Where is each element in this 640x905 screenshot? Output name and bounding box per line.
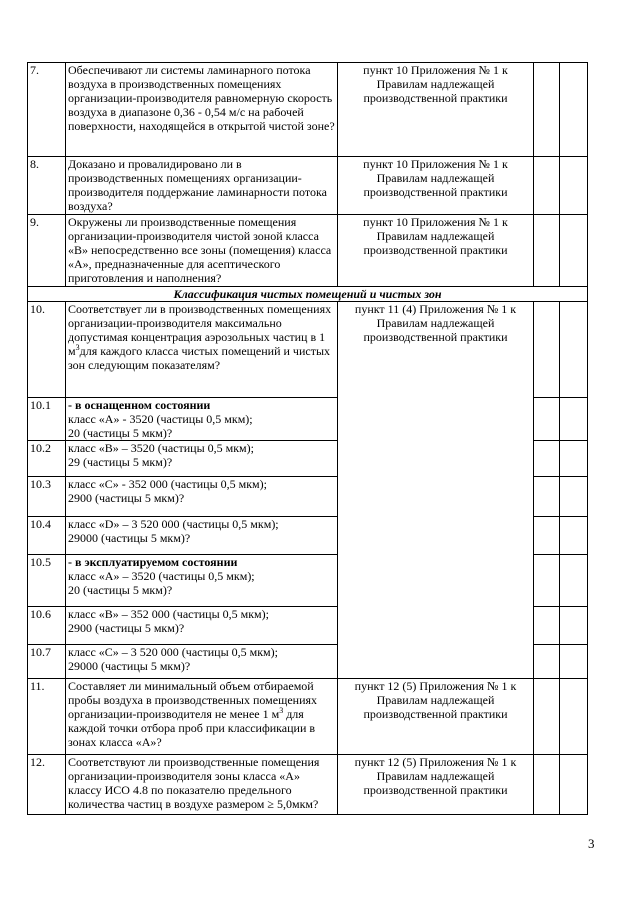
reference-text: пункт 11 (4) Приложения № 1 к Правилам надлежащей производственной практики	[338, 302, 534, 679]
answer-cell	[534, 517, 560, 555]
note-cell	[560, 555, 588, 607]
note-cell	[560, 441, 588, 477]
question-text	[66, 477, 338, 517]
subrow-line: 2900 (частицы 5 мкм)?	[68, 491, 185, 505]
table-row	[28, 679, 588, 755]
page-number: 3	[588, 836, 595, 851]
subrow-line: класс «В» – 3520 (частицы 0,5 мкм);	[68, 441, 254, 455]
row-number: 10.5	[28, 555, 66, 607]
row-number: 10.6	[28, 607, 66, 645]
question-text	[66, 302, 338, 398]
question-text	[66, 441, 338, 477]
reference-text: пункт 10 Приложения № 1 к Правилам надлежащей производственной практики	[338, 63, 534, 157]
table-row	[28, 63, 588, 157]
question-text	[66, 679, 338, 755]
superscript: 3	[75, 343, 80, 352]
subrow-line: 29 (частицы 5 мкм)?	[68, 455, 173, 469]
question-text: Доказано и провалидировано ли в производственных помещениях организации-производителя поддержание ламинарности потока воздуха?	[66, 157, 338, 215]
subrow-line: 20 (частицы 5 мкм)?	[68, 583, 173, 597]
question-text	[66, 607, 338, 645]
note-cell	[560, 302, 588, 398]
subrow-line: класс «А» - 3520 (частицы 0,5 мкм);	[68, 412, 253, 426]
question-text	[66, 517, 338, 555]
table-row	[28, 215, 588, 287]
question-text	[66, 555, 338, 607]
row-number: 9.	[28, 215, 66, 287]
answer-cell	[534, 607, 560, 645]
question-text: Соответствуют ли производственные помещения организации-производителя зоны класса «А» классу ИСО 4.8 по показателю предельного количества частиц в воздухе размером ≥ 5,0мкм?	[66, 755, 338, 815]
answer-cell	[534, 645, 560, 679]
row-number: 10.	[28, 302, 66, 398]
superscript: 3	[279, 706, 284, 715]
row-number: 10.4	[28, 517, 66, 555]
subrow-line: 29000 (частицы 5 мкм)?	[68, 659, 191, 673]
note-cell	[560, 477, 588, 517]
subrow-line: класс «С» – 3 520 000 (частицы 0,5 мкм);	[68, 645, 278, 659]
answer-cell	[534, 679, 560, 755]
checklist-table	[27, 62, 588, 815]
question-text	[66, 645, 338, 679]
row-number: 12.	[28, 755, 66, 815]
subrow-line: 2900 (частицы 5 мкм)?	[68, 621, 185, 635]
note-cell	[560, 645, 588, 679]
answer-cell	[534, 302, 560, 398]
reference-text: пункт 12 (5) Приложения № 1 к Правилам надлежащей производственной практики	[338, 679, 534, 755]
section-row	[28, 287, 588, 302]
question-text-part: для каждой точки отбора проб при классификации в зонах класса «А»?	[68, 707, 316, 749]
note-cell	[560, 607, 588, 645]
row-number: 10.1	[28, 398, 66, 441]
subrow-line: класс «В» – 352 000 (частицы 0,5 мкм);	[68, 607, 269, 621]
row-number: 11.	[28, 679, 66, 755]
answer-cell	[534, 63, 560, 157]
table-row	[28, 755, 588, 815]
note-cell	[560, 398, 588, 441]
table-row	[28, 157, 588, 215]
subrow-line: класс «D» – 3 520 000 (частицы 0,5 мкм);	[68, 517, 279, 531]
table-row	[28, 302, 588, 398]
subrow-line: класс «А» – 3520 (частицы 0,5 мкм);	[68, 569, 255, 583]
row-number: 10.7	[28, 645, 66, 679]
note-cell	[560, 215, 588, 287]
row-number: 8.	[28, 157, 66, 215]
reference-text: пункт 10 Приложения № 1 к Правилам надлежащей производственной практики	[338, 215, 534, 287]
row-number: 10.2	[28, 441, 66, 477]
subrow-line: 29000 (частицы 5 мкм)?	[68, 531, 191, 545]
subrow-heading: - в эксплуатируемом состоянии	[68, 555, 238, 569]
answer-cell	[534, 477, 560, 517]
note-cell	[560, 63, 588, 157]
note-cell	[560, 755, 588, 815]
reference-text: пункт 10 Приложения № 1 к Правилам надлежащей производственной практики	[338, 157, 534, 215]
answer-cell	[534, 157, 560, 215]
subrow-heading: - в оснащенном состоянии	[68, 398, 211, 412]
question-text	[66, 398, 338, 441]
answer-cell	[534, 215, 560, 287]
section-title: Классификация чистых помещений и чистых зон	[28, 287, 588, 302]
answer-cell	[534, 398, 560, 441]
answer-cell	[534, 755, 560, 815]
reference-text: пункт 12 (5) Приложения № 1 к Правилам надлежащей производственной практики	[338, 755, 534, 815]
question-text-part: Соответствует ли в производственных помещениях организации-производителя максимально допустимая концентрация аэрозольных частиц в 1 м	[68, 302, 332, 358]
subrow-line: 20 (частицы 5 мкм)?	[68, 426, 173, 440]
question-text-part: Составляет ли минимальный объем отбираемой пробы воздуха в производственных помещениях организации-производителя не менее 1 м	[68, 679, 318, 721]
question-text: Окружены ли производственные помещения организации-производителя чистой зоной класса «В» непосредственно все зоны (помещения) класса «А», предназначенные для асептического приготовления и наполнения?	[66, 215, 338, 287]
question-text: Обеспечивают ли системы ламинарного потока воздуха в производственных помещениях организации-производителя равномерную скорость воздуха в диапазоне 0,36 - 0,54 м/с на рабочей поверхности, находящейся в открытой чистой зоне?	[66, 63, 338, 157]
row-number: 10.3	[28, 477, 66, 517]
note-cell	[560, 157, 588, 215]
answer-cell	[534, 555, 560, 607]
row-number: 7.	[28, 63, 66, 157]
note-cell	[560, 517, 588, 555]
subrow-line: класс «С» - 352 000 (частицы 0,5 мкм);	[68, 477, 267, 491]
answer-cell	[534, 441, 560, 477]
question-text-part: для каждого класса чистых помещений и чистых зон следующим показателям?	[68, 344, 331, 372]
note-cell	[560, 679, 588, 755]
